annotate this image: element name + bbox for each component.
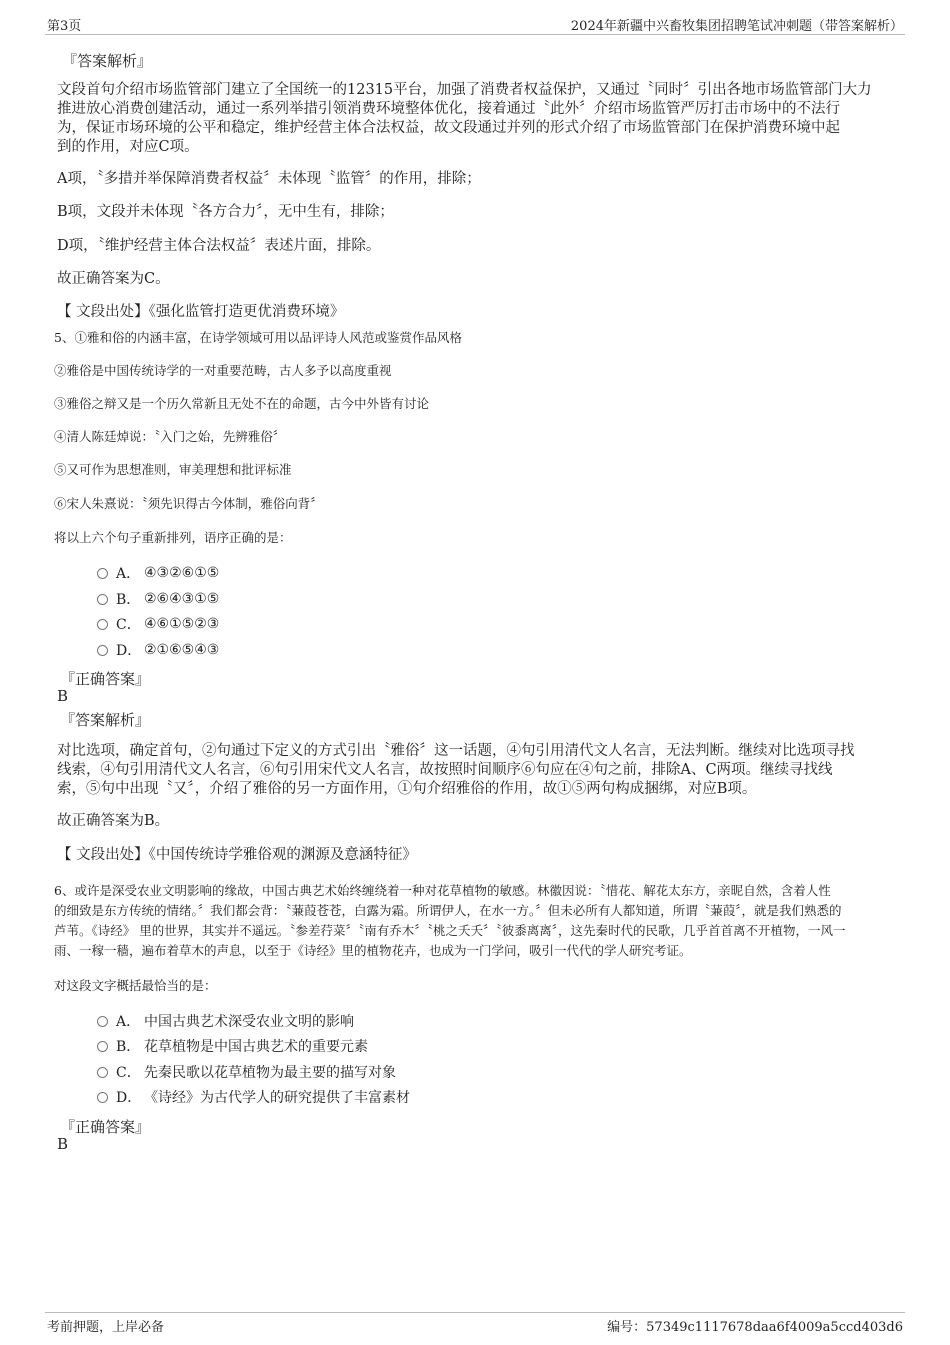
q6-option-d[interactable]: D． 《诗经》为古代学人的研究提供了丰富素材 <box>97 1088 410 1106</box>
document-title: 2024年新疆中兴畜牧集团招聘笔试冲刺题（带答案解析） <box>570 19 903 34</box>
q6-answer: B <box>57 1135 69 1153</box>
q6-stem-line-3: 芦苇。《诗经》 里的世界，其实并不遥远。〝参差荇菜〞〝南有乔木〞〝桃之夭夭〞〝彼黍离离〞，这先秦时代的民歌，几乎首首离不开植物，一风一 <box>54 923 846 938</box>
q5-stem: 5、①雅和俗的内涵丰富，在诗学领域可用以品评诗人风范或鉴赏作品风格 <box>54 330 462 345</box>
q6-stem-line-2: 的细致是东方传统的情绪。〞我们都会背：〝蒹葭苍苍，白露为霜。所谓伊人，在水一方。〞但未必所有人都知道，所谓〝蒹葭〞，就是我们熟悉的 <box>54 903 842 918</box>
radio-icon[interactable] <box>97 568 108 579</box>
q5-option-c[interactable]: C． ④⑥①⑤②③ <box>97 615 219 633</box>
q5-option-b[interactable]: B． ②⑥④③①⑤ <box>97 590 219 608</box>
document-id: 编号：57349c1117678daa6f4009a5ccd403d6 <box>607 1320 903 1335</box>
q5-analysis-line-2: 线索，④句引用清代文人名言，⑥句引用宋代文人名言，故按照时间顺序⑥句应在④句之前，排除A、C两项。继续寻找线 <box>57 762 833 778</box>
q4-analysis-label: 『答案解析』 <box>62 52 153 70</box>
q5-sentence-2: ②雅俗是中国传统诗学的一对重要范畴，古人多予以高度重视 <box>54 363 392 378</box>
page-header <box>45 14 905 35</box>
q5-answer: B <box>57 687 69 705</box>
q4-analysis-line-3: 为，保证市场环境的公平和稳定，维护经营主体合法权益，故文段通过并列的形式介绍了市场监管部门在保护消费环境中起 <box>57 120 840 136</box>
page-number: 第3页 <box>47 19 82 34</box>
q6-stem-line-1: 6、或许是深受农业文明影响的缘故，中国古典艺术始终缠绕着一种对花草植物的敏感。林徽因说：〝惜花、解花太东方，亲昵自然，含着人性 <box>54 883 831 898</box>
q5-option-a[interactable]: A． ④③②⑥①⑤ <box>97 564 219 582</box>
q5-sentence-3: ③雅俗之辩又是一个历久常新且无处不在的命题，古今中外皆有讨论 <box>54 396 430 411</box>
radio-icon[interactable] <box>97 1016 108 1027</box>
page-footer <box>45 1312 905 1337</box>
q6-stem-line-4: 雨、一稼一穑，遍布着草木的声息，以至于《诗经》里的植物花卉，也成为一门学问，吸引一代代的学人研究考证。 <box>54 943 692 958</box>
q5-answer-label: 『正确答案』 <box>60 670 151 688</box>
q6-question: 对这段文字概括最恰当的是： <box>54 978 217 993</box>
q6-answer-label: 『正确答案』 <box>60 1118 151 1136</box>
radio-icon[interactable] <box>97 619 108 630</box>
q5-option-d[interactable]: D． ②①⑥⑤④③ <box>97 641 219 659</box>
q6-option-a[interactable]: A． 中国古典艺术深受农业文明的影响 <box>97 1012 354 1030</box>
q4-analysis-line-1: 文段首句介绍市场监管部门建立了全国统一的12315平台，加强了消费者权益保护，又通过〝同时〞引出各地市场监管部门大力 <box>57 82 872 98</box>
q5-question: 将以上六个句子重新排列，语序正确的是： <box>54 530 292 545</box>
q4-analysis-b: B项，文段并未体现〝各方合力〞，无中生有，排除； <box>57 204 394 220</box>
q5-source: 【 文段出处】《中国传统诗学雅俗观的渊源及意涵特征》 <box>57 847 417 863</box>
radio-icon[interactable] <box>97 1092 108 1103</box>
q4-analysis-d: D项，〝维护经营主体合法权益〞表述片面，排除。 <box>57 238 381 254</box>
q4-analysis-line-4: 到的作用，对应C项。 <box>57 139 199 155</box>
q5-analysis-line-3: 索，⑤句中出现〝又〞，介绍了雅俗的另一方面作用，①句介绍雅俗的作用，故①⑤两句构成捆绑，对应B项。 <box>57 781 757 797</box>
q5-sentence-6: ⑥宋人朱熹说：〝须先识得古今体制，雅俗向背〞 <box>54 496 323 511</box>
q4-conclusion: 故正确答案为C。 <box>57 271 170 287</box>
q4-analysis-line-2: 推进放心消费创建活动，通过一系列举措引领消费环境整体优化，接着通过〝此外〞介绍市场监管严厉打击市场中的不法行 <box>57 101 840 117</box>
radio-icon[interactable] <box>97 1041 108 1052</box>
q4-analysis-a: A项，〝多措并举保障消费者权益〞未体现〝监管〞的作用，排除； <box>57 171 481 187</box>
q5-analysis-label: 『答案解析』 <box>60 711 151 729</box>
q5-conclusion: 故正确答案为B。 <box>57 813 170 829</box>
q5-analysis-line-1: 对比选项，确定首句，②句通过下定义的方式引出〝雅俗〞这一话题，④句引用清代文人名言，无法判断。继续对比选项寻找 <box>57 743 855 759</box>
q6-option-c[interactable]: C． 先秦民歌以花草植物为最主要的描写对象 <box>97 1063 396 1081</box>
q4-source: 【 文段出处】《强化监管打造更优消费环境》 <box>57 304 345 320</box>
radio-icon[interactable] <box>97 645 108 656</box>
q5-sentence-4: ④清人陈廷焯说：〝入门之始，先辨雅俗〞 <box>54 429 286 444</box>
radio-icon[interactable] <box>97 594 108 605</box>
radio-icon[interactable] <box>97 1067 108 1078</box>
footer-slogan: 考前押题，上岸必备 <box>47 1320 165 1335</box>
q6-option-b[interactable]: B． 花草植物是中国古典艺术的重要元素 <box>97 1037 368 1055</box>
q5-sentence-5: ⑤又可作为思想准则，审美理想和批评标准 <box>54 462 292 477</box>
